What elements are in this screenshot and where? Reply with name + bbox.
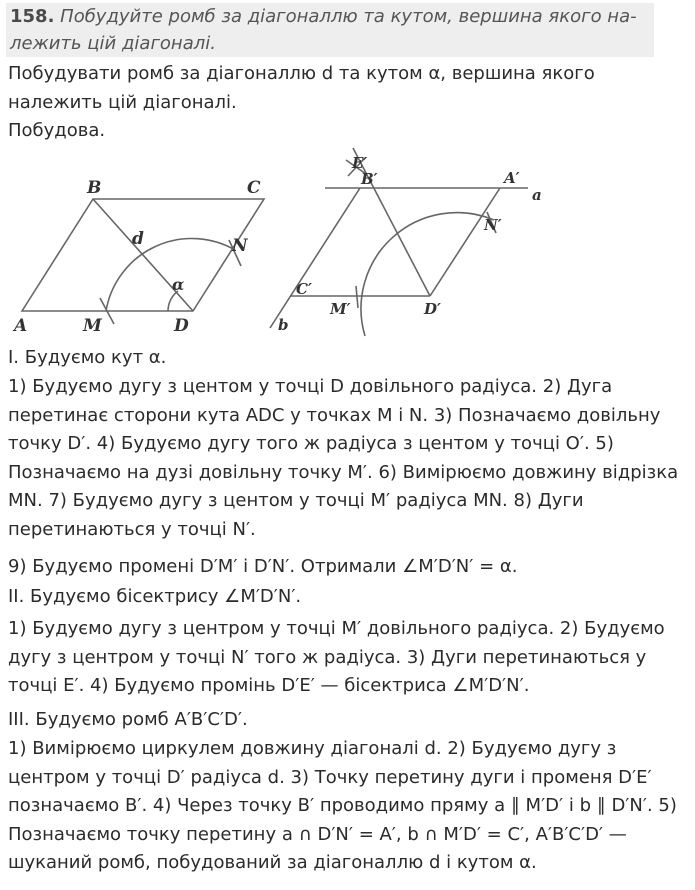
step-1-body: 1) Будуємо дугу з центом у точці D довільного радіуса. 2) Дуга перетинає сторони кута ADC у точках M і N. 3) Позначаємо довільну точку D′. 4) Будуємо дугу того ж радіуса з центом у точці O′. 5) Позначаємо на дузі довільну точку M′. 6) Вимірюємо довжину відрізка MN. 7) Будуємо дугу з центом у точці M′ радіуса MN. 8) Дуги перетинаються у точці N′. <box>8 376 679 540</box>
label-line-a: a <box>532 186 542 204</box>
step-3-body: 1) Вимірюємо циркулем довжину діагоналі d. 2) Будуємо дугу з центром у точці D′ радіуса d. 3) Точку перетину дуги і променя D′E′ позначаємо B′. 4) Через точку B′ проводимо пряму a ∥ M′D′ і b ∥ D′N′. 5) Позначаємо точку перетину a ∩ D′N′ = A′, b ∩ M′D′ = C′, A′B′C′D′ — шуканий ромб, побудований за діагоналлю d і кутом α. <box>8 738 677 873</box>
label-b: B <box>87 178 102 198</box>
diagonal-bd <box>93 199 193 311</box>
step-1-heading: I. Будуємо кут α. <box>8 347 167 368</box>
step-2-heading: II. Будуємо бісектрису ∠M′D′N′. <box>8 586 302 607</box>
exercise-header <box>6 3 654 57</box>
label-line-b: b <box>278 316 289 334</box>
ray-d-n <box>430 188 500 296</box>
step-2-body: 1) Будуємо дугу з центром у точці M′ довільного радіуса. 2) Будуємо дугу з центром у точці N′ того ж радіуса. 3) Дуги перетинаються у точці E′. 4) Будуємо промінь D′E′ — бісектриса ∠M′D′N′. <box>8 618 665 696</box>
label-m-prime: M′ <box>330 300 351 318</box>
intro-line-1: Побудувати ромб за діагоналлю d та кутом α, вершина якого <box>8 63 595 84</box>
label-diag-d: d <box>132 229 144 249</box>
label-m: M <box>83 316 102 336</box>
label-c: C <box>247 178 261 198</box>
exercise-number: 158. <box>10 6 55 27</box>
label-n: N <box>232 236 248 256</box>
step-1-rays: 9) Будуємо промені D′M′ і D′N′. Отримали ∠M′D′N′ = α. <box>8 556 518 577</box>
intro-line-3: Побудова. <box>8 120 106 141</box>
label-e-prime: E′ <box>352 154 368 172</box>
intro <box>8 60 692 146</box>
step-3-heading: III. Будуємо ромб A′B′C′D′. <box>8 709 248 730</box>
label-c-prime: C′ <box>296 280 312 298</box>
rhombus-construction-diagram <box>260 140 560 340</box>
label-alpha: α <box>172 275 185 294</box>
label-n-prime: N′ <box>484 216 502 234</box>
tick-m-prime <box>356 286 358 308</box>
exercise-title-cont: лежить цій діагоналі. <box>10 33 216 54</box>
intro-line-2: належить цій діагоналі. <box>8 91 237 113</box>
figure-right <box>260 140 560 344</box>
label-a-prime: A′ <box>504 169 520 187</box>
exercise-title: Побудуйте ромб за діагоналлю та кутом, вершина якого на- <box>60 6 637 27</box>
label-b-prime: B′ <box>361 170 378 188</box>
label-d: D <box>174 316 189 336</box>
rhombus-abcd-diagram <box>0 170 290 340</box>
angle-alpha-arc <box>168 291 178 311</box>
label-a: A <box>14 316 28 336</box>
figure-left <box>0 170 290 344</box>
label-d-prime: D′ <box>424 300 441 318</box>
